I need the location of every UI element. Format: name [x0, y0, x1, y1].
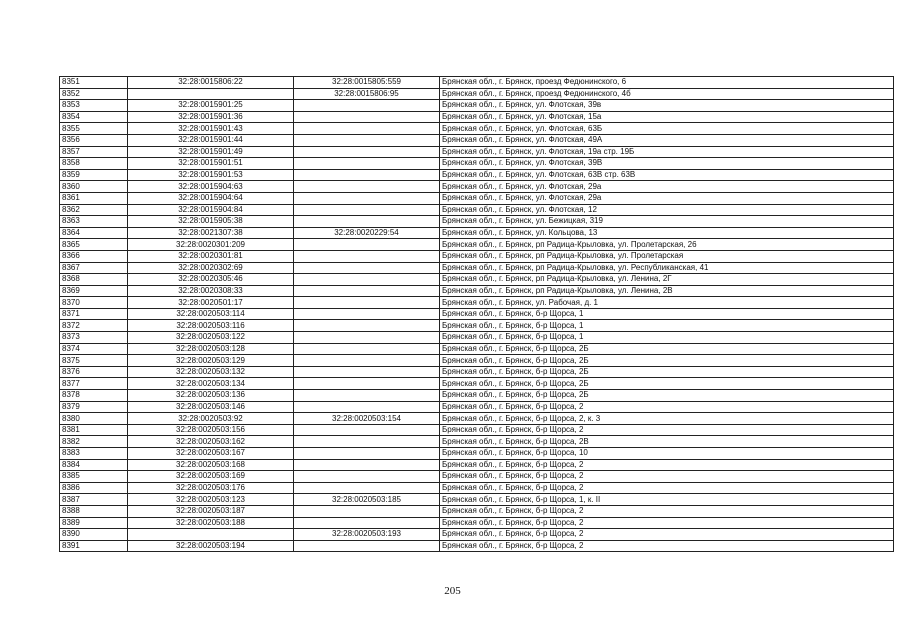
parent-cadastral-number-cell [294, 123, 440, 135]
parent-cadastral-number-cell [294, 158, 440, 170]
table-row [60, 262, 894, 274]
cadastral-number-cell: 32:28:0020503:132 [128, 366, 294, 378]
table-row [60, 343, 894, 355]
table-row [60, 274, 894, 286]
address-cell: Брянская обл., г. Брянск, рп Радица-Крыловка, ул. Ленина, 2Г [440, 274, 894, 286]
row-number-cell: 8363 [60, 216, 128, 228]
cadastral-number-cell: 32:28:0020301:81 [128, 250, 294, 262]
cadastral-number-cell: 32:28:0015905:38 [128, 216, 294, 228]
table-row [60, 250, 894, 262]
row-number-cell: 8368 [60, 274, 128, 286]
parent-cadastral-number-cell: 32:28:0015806:95 [294, 88, 440, 100]
table-row [60, 204, 894, 216]
address-cell: Брянская обл., г. Брянск, б-р Щорса, 2 [440, 517, 894, 529]
table-row [60, 448, 894, 460]
cadastral-number-cell: 32:28:0020503:128 [128, 343, 294, 355]
cadastral-number-cell: 32:28:0015901:49 [128, 146, 294, 158]
cadastral-number-cell: 32:28:0020302:69 [128, 262, 294, 274]
cadastral-number-cell: 32:28:0020503:176 [128, 482, 294, 494]
parent-cadastral-number-cell [294, 100, 440, 112]
parent-cadastral-number-cell [294, 505, 440, 517]
row-number-cell: 8372 [60, 320, 128, 332]
address-cell: Брянская обл., г. Брянск, ул. Флотская, 39в [440, 100, 894, 112]
cadastral-number-cell: 32:28:0020503:122 [128, 332, 294, 344]
row-number-cell: 8376 [60, 366, 128, 378]
row-number-cell: 8370 [60, 297, 128, 309]
parent-cadastral-number-cell [294, 517, 440, 529]
parent-cadastral-number-cell [294, 169, 440, 181]
row-number-cell: 8388 [60, 505, 128, 517]
table-row [60, 390, 894, 402]
row-number-cell: 8389 [60, 517, 128, 529]
table-row [60, 366, 894, 378]
cadastral-number-cell: 32:28:0015901:44 [128, 134, 294, 146]
address-cell: Брянская обл., г. Брянск, рп Радица-Крыловка, ул. Республиканская, 41 [440, 262, 894, 274]
row-number-cell: 8353 [60, 100, 128, 112]
parent-cadastral-number-cell: 32:28:0020229:54 [294, 227, 440, 239]
cadastral-number-cell: 32:28:0015904:84 [128, 204, 294, 216]
cadastral-number-cell: 32:28:0020503:188 [128, 517, 294, 529]
row-number-cell: 8366 [60, 250, 128, 262]
table-row [60, 181, 894, 193]
parent-cadastral-number-cell [294, 366, 440, 378]
cadastral-number-cell: 32:28:0015806:22 [128, 77, 294, 89]
address-cell: Брянская обл., г. Брянск, проезд Федюнинского, 4б [440, 88, 894, 100]
parent-cadastral-number-cell [294, 390, 440, 402]
address-cell: Брянская обл., г. Брянск, ул. Флотская, 19а стр. 19Б [440, 146, 894, 158]
address-cell: Брянская обл., г. Брянск, б-р Щорса, 2Б [440, 378, 894, 390]
parent-cadastral-number-cell: 32:28:0015805:559 [294, 77, 440, 89]
row-number-cell: 8375 [60, 355, 128, 367]
table-row [60, 482, 894, 494]
parent-cadastral-number-cell: 32:28:0020503:154 [294, 413, 440, 425]
address-cell: Брянская обл., г. Брянск, рп Радица-Крыловка, ул. Пролетарская, 26 [440, 239, 894, 251]
table-row [60, 378, 894, 390]
table-row [60, 100, 894, 112]
address-cell: Брянская обл., г. Брянск, ул. Флотская, 63В стр. 63В [440, 169, 894, 181]
parent-cadastral-number-cell [294, 378, 440, 390]
row-number-cell: 8378 [60, 390, 128, 402]
row-number-cell: 8360 [60, 181, 128, 193]
cadastral-number-cell: 32:28:0015901:36 [128, 111, 294, 123]
table-row [60, 158, 894, 170]
cadastral-number-cell: 32:28:0015901:53 [128, 169, 294, 181]
cadastral-number-cell: 32:28:0020503:116 [128, 320, 294, 332]
row-number-cell: 8382 [60, 436, 128, 448]
table-row [60, 529, 894, 541]
address-cell: Брянская обл., г. Брянск, б-р Щорса, 2 [440, 471, 894, 483]
table-row [60, 436, 894, 448]
parent-cadastral-number-cell [294, 343, 440, 355]
parent-cadastral-number-cell [294, 401, 440, 413]
row-number-cell: 8386 [60, 482, 128, 494]
row-number-cell: 8359 [60, 169, 128, 181]
table-row [60, 505, 894, 517]
table-row [60, 216, 894, 228]
row-number-cell: 8385 [60, 471, 128, 483]
cadastral-number-cell: 32:28:0020503:167 [128, 448, 294, 460]
address-cell: Брянская обл., г. Брянск, б-р Щорса, 2 [440, 401, 894, 413]
parent-cadastral-number-cell [294, 146, 440, 158]
parent-cadastral-number-cell [294, 436, 440, 448]
parent-cadastral-number-cell [294, 111, 440, 123]
address-cell: Брянская обл., г. Брянск, ул. Флотская, 12 [440, 204, 894, 216]
cadastral-number-cell: 32:28:0020503:92 [128, 413, 294, 425]
cadastral-number-cell: 32:28:0015901:51 [128, 158, 294, 170]
row-number-cell: 8374 [60, 343, 128, 355]
table-row [60, 169, 894, 181]
address-cell: Брянская обл., г. Брянск, б-р Щорса, 1 [440, 332, 894, 344]
parent-cadastral-number-cell [294, 181, 440, 193]
cadastral-number-cell [128, 529, 294, 541]
table-row [60, 471, 894, 483]
table-row [60, 285, 894, 297]
row-number-cell: 8355 [60, 123, 128, 135]
row-number-cell: 8356 [60, 134, 128, 146]
row-number-cell: 8373 [60, 332, 128, 344]
parent-cadastral-number-cell [294, 459, 440, 471]
cadastral-number-cell: 32:28:0020503:162 [128, 436, 294, 448]
address-cell: Брянская обл., г. Брянск, б-р Щорса, 2 [440, 529, 894, 541]
cadastral-number-cell: 32:28:0020301:209 [128, 239, 294, 251]
row-number-cell: 8351 [60, 77, 128, 89]
row-number-cell: 8381 [60, 424, 128, 436]
address-cell: Брянская обл., г. Брянск, б-р Щорса, 1, к. II [440, 494, 894, 506]
table-row [60, 320, 894, 332]
row-number-cell: 8364 [60, 227, 128, 239]
parent-cadastral-number-cell: 32:28:0020503:185 [294, 494, 440, 506]
table-row [60, 413, 894, 425]
cadastral-table [59, 76, 894, 552]
address-cell: Брянская обл., г. Брянск, ул. Флотская, 29а [440, 181, 894, 193]
parent-cadastral-number-cell: 32:28:0020503:193 [294, 529, 440, 541]
address-cell: Брянская обл., г. Брянск, ул. Рабочая, д. 1 [440, 297, 894, 309]
table-row [60, 517, 894, 529]
table-row [60, 332, 894, 344]
row-number-cell: 8391 [60, 540, 128, 552]
address-cell: Брянская обл., г. Брянск, б-р Щорса, 2В [440, 436, 894, 448]
table-row [60, 88, 894, 100]
row-number-cell: 8352 [60, 88, 128, 100]
parent-cadastral-number-cell [294, 471, 440, 483]
parent-cadastral-number-cell [294, 320, 440, 332]
row-number-cell: 8354 [60, 111, 128, 123]
parent-cadastral-number-cell [294, 134, 440, 146]
table-row [60, 111, 894, 123]
cadastral-number-cell: 32:28:0020503:129 [128, 355, 294, 367]
parent-cadastral-number-cell [294, 424, 440, 436]
address-cell: Брянская обл., г. Брянск, б-р Щорса, 1 [440, 320, 894, 332]
row-number-cell: 8377 [60, 378, 128, 390]
table-row [60, 297, 894, 309]
address-cell: Брянская обл., г. Брянск, ул. Бежицкая, 319 [440, 216, 894, 228]
table-row [60, 308, 894, 320]
cadastral-number-cell: 32:28:0015904:64 [128, 192, 294, 204]
address-cell: Брянская обл., г. Брянск, ул. Флотская, 15а [440, 111, 894, 123]
parent-cadastral-number-cell [294, 297, 440, 309]
cadastral-number-cell: 32:28:0020503:169 [128, 471, 294, 483]
cadastral-number-cell: 32:28:0020501:17 [128, 297, 294, 309]
cadastral-number-cell: 32:28:0015904:63 [128, 181, 294, 193]
page-number: 205 [444, 585, 461, 597]
cadastral-number-cell [128, 88, 294, 100]
address-cell: Брянская обл., г. Брянск, б-р Щорса, 2 [440, 424, 894, 436]
row-number-cell: 8387 [60, 494, 128, 506]
parent-cadastral-number-cell [294, 355, 440, 367]
cadastral-number-cell: 32:28:0020503:123 [128, 494, 294, 506]
table-row [60, 459, 894, 471]
address-cell: Брянская обл., г. Брянск, б-р Щорса, 2Б [440, 390, 894, 402]
table-row [60, 239, 894, 251]
table-row [60, 424, 894, 436]
address-cell: Брянская обл., г. Брянск, б-р Щорса, 10 [440, 448, 894, 460]
cadastral-number-cell: 32:28:0020305:46 [128, 274, 294, 286]
table-body [60, 77, 894, 552]
cadastral-number-cell: 32:28:0020503:114 [128, 308, 294, 320]
address-cell: Брянская обл., г. Брянск, ул. Флотская, 39В [440, 158, 894, 170]
parent-cadastral-number-cell [294, 332, 440, 344]
table-row [60, 494, 894, 506]
table-row [60, 146, 894, 158]
address-cell: Брянская обл., г. Брянск, б-р Щорса, 2 [440, 505, 894, 517]
row-number-cell: 8362 [60, 204, 128, 216]
table-row [60, 77, 894, 89]
row-number-cell: 8367 [60, 262, 128, 274]
row-number-cell: 8384 [60, 459, 128, 471]
parent-cadastral-number-cell [294, 216, 440, 228]
row-number-cell: 8379 [60, 401, 128, 413]
parent-cadastral-number-cell [294, 204, 440, 216]
address-cell: Брянская обл., г. Брянск, б-р Щорса, 2 [440, 540, 894, 552]
row-number-cell: 8369 [60, 285, 128, 297]
table-row [60, 123, 894, 135]
row-number-cell: 8371 [60, 308, 128, 320]
cadastral-number-cell: 32:28:0015901:25 [128, 100, 294, 112]
cadastral-number-cell: 32:28:0020503:136 [128, 390, 294, 402]
address-cell: Брянская обл., г. Брянск, б-р Щорса, 2 [440, 459, 894, 471]
address-cell: Брянская обл., г. Брянск, проезд Федюнинского, 6 [440, 77, 894, 89]
parent-cadastral-number-cell [294, 192, 440, 204]
address-cell: Брянская обл., г. Брянск, ул. Флотская, 29а [440, 192, 894, 204]
address-cell: Брянская обл., г. Брянск, ул. Кольцова, 13 [440, 227, 894, 239]
cadastral-number-cell: 32:28:0020503:134 [128, 378, 294, 390]
cadastral-number-cell: 32:28:0020503:168 [128, 459, 294, 471]
parent-cadastral-number-cell [294, 285, 440, 297]
cadastral-number-cell: 32:28:0020503:187 [128, 505, 294, 517]
address-cell: Брянская обл., г. Брянск, рп Радица-Крыловка, ул. Пролетарская [440, 250, 894, 262]
parent-cadastral-number-cell [294, 250, 440, 262]
table-row [60, 540, 894, 552]
table-row [60, 401, 894, 413]
cadastral-number-cell: 32:28:0020503:146 [128, 401, 294, 413]
cadastral-number-cell: 32:28:0020308:33 [128, 285, 294, 297]
address-cell: Брянская обл., г. Брянск, ул. Флотская, 49А [440, 134, 894, 146]
table-row [60, 134, 894, 146]
row-number-cell: 8358 [60, 158, 128, 170]
address-cell: Брянская обл., г. Брянск, б-р Щорса, 2Б [440, 343, 894, 355]
address-cell: Брянская обл., г. Брянск, б-р Щорса, 2Б [440, 366, 894, 378]
table-row [60, 192, 894, 204]
cadastral-number-cell: 32:28:0020503:194 [128, 540, 294, 552]
parent-cadastral-number-cell [294, 540, 440, 552]
cadastral-number-cell: 32:28:0015901:43 [128, 123, 294, 135]
parent-cadastral-number-cell [294, 308, 440, 320]
row-number-cell: 8365 [60, 239, 128, 251]
parent-cadastral-number-cell [294, 239, 440, 251]
table-row [60, 227, 894, 239]
address-cell: Брянская обл., г. Брянск, б-р Щорса, 2 [440, 482, 894, 494]
parent-cadastral-number-cell [294, 274, 440, 286]
cadastral-number-cell: 32:28:0021307:38 [128, 227, 294, 239]
address-cell: Брянская обл., г. Брянск, б-р Щорса, 2, к. 3 [440, 413, 894, 425]
parent-cadastral-number-cell [294, 482, 440, 494]
row-number-cell: 8383 [60, 448, 128, 460]
cadastral-number-cell: 32:28:0020503:156 [128, 424, 294, 436]
table-row [60, 355, 894, 367]
address-cell: Брянская обл., г. Брянск, ул. Флотская, 63Б [440, 123, 894, 135]
row-number-cell: 8357 [60, 146, 128, 158]
parent-cadastral-number-cell [294, 448, 440, 460]
address-cell: Брянская обл., г. Брянск, б-р Щорса, 1 [440, 308, 894, 320]
row-number-cell: 8390 [60, 529, 128, 541]
row-number-cell: 8361 [60, 192, 128, 204]
address-cell: Брянская обл., г. Брянск, б-р Щорса, 2Б [440, 355, 894, 367]
address-cell: Брянская обл., г. Брянск, рп Радица-Крыловка, ул. Ленина, 2В [440, 285, 894, 297]
parent-cadastral-number-cell [294, 262, 440, 274]
row-number-cell: 8380 [60, 413, 128, 425]
